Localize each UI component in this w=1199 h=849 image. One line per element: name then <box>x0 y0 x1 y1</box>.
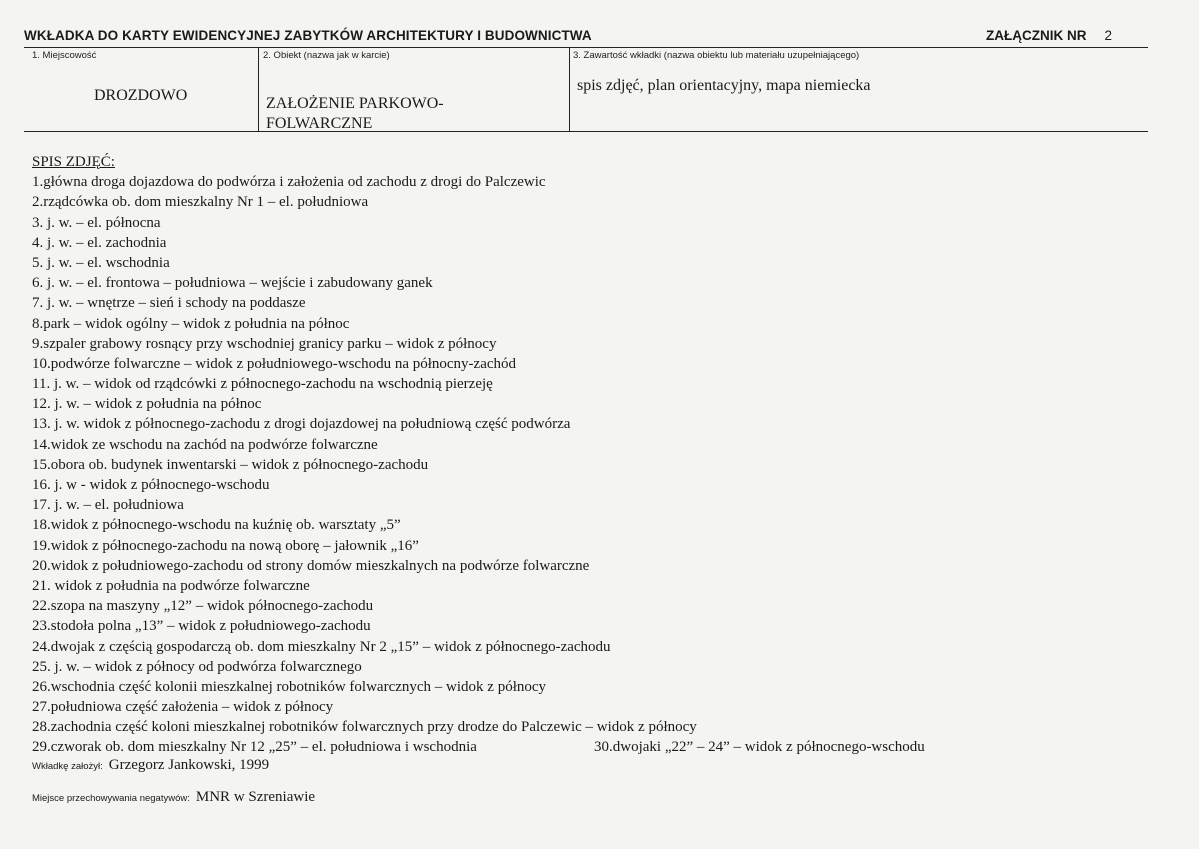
photo-item <box>32 697 697 717</box>
photo-item <box>32 394 697 414</box>
photo-item <box>32 717 697 737</box>
photo-item-text: 6. j. w. – el. frontowa – południowa – wejście i zabudowany ganek <box>32 275 433 292</box>
author-label: Wkładkę założył: <box>32 761 103 772</box>
photo-items <box>32 172 925 757</box>
photo-item <box>32 435 697 455</box>
photo-item-text: 15.obora ob. budynek inwentarski – widok z północnego-zachodu <box>32 456 429 473</box>
photo-item <box>32 657 697 677</box>
photo-item <box>32 536 697 556</box>
photo-item-text: 1.główna droga dojazdowa do podwórza i założenia od zachodu z drogi do Palczewic <box>32 174 546 191</box>
photo-item-text: 4. j. w. – el. zachodnia <box>32 234 167 251</box>
place-value: DROZDOWO <box>94 87 188 104</box>
photo-item <box>32 616 697 636</box>
photo-item-text: 21. widok z południa na podwórze folwarczne <box>32 577 310 594</box>
photo-item-text: 9.szpaler grabowy rosnący przy wschodniej granicy parku – widok z północy <box>32 335 497 352</box>
photo-item <box>32 414 697 434</box>
photo-item <box>32 334 697 354</box>
object-value <box>266 94 444 134</box>
photo-item-text: 13. j. w. widok z północnego-zachodu z drogi dojazdowej na południową część podwórza <box>32 416 571 433</box>
storage-value: MNR w Szreniawie <box>195 789 316 805</box>
photo-item-text: 10.podwórze folwarczne – widok z południowego-wschodu na północny-zachód <box>32 355 517 372</box>
photo-item-text: 25. j. w. – widok z północy od podwórza folwarcznego <box>32 658 362 675</box>
photo-item <box>32 737 925 757</box>
photo-item <box>32 192 697 212</box>
photo-item <box>32 354 697 374</box>
photo-item-text: 14.widok ze wschodu na zachód na podwórze folwarczne <box>32 436 378 453</box>
photo-item <box>32 253 697 273</box>
photo-list-heading: SPIS ZDJĘĆ: <box>32 154 115 170</box>
photo-list <box>32 152 925 758</box>
content-label: 3. Zawartość wkładki (nazwa obiektu lub materiału uzupełniającego) <box>573 50 860 61</box>
photo-item-text: 24.dwojak z częścią gospodarczą ob. dom mieszkalny Nr 2 „15” – widok z północnego-zachodu <box>32 638 611 655</box>
photo-item-text: 2.rządcówka ob. dom mieszkalny Nr 1 – el. południowa <box>32 194 369 211</box>
photo-item <box>32 596 697 616</box>
photo-item <box>32 374 697 394</box>
photo-item-text: 17. j. w. – el. południowa <box>32 497 184 514</box>
photo-item <box>32 556 697 576</box>
place-label: 1. Miejscowość <box>32 50 97 61</box>
photo-item <box>32 515 697 535</box>
photo-item-text: 26.wschodnia część kolonii mieszkalnej robotników folwarcznych – widok z północy <box>32 678 547 695</box>
photo-item-text: 11. j. w. – widok od rządcówki z północnego-zachodu na wschodnią pierzeję <box>32 376 493 393</box>
photo-item <box>32 495 697 515</box>
photo-item <box>32 314 697 334</box>
storage-line <box>32 788 315 806</box>
header-rule <box>24 47 1148 48</box>
photo-item-text: 29.czworak ob. dom mieszkalny Nr 12 „25” – el. południowa i wschodnia <box>32 739 477 756</box>
photo-item <box>32 233 697 253</box>
photo-item-text: 22.szopa na maszyny „12” – widok północnego-zachodu <box>32 598 374 615</box>
object-label: 2. Obiekt (nazwa jak w karcie) <box>263 50 390 61</box>
photo-item-30: 30.dwojaki „22” – 24” – widok z północnego-wschodu <box>594 739 925 756</box>
photo-item <box>32 213 697 233</box>
photo-item-text: 20.widok z południowego-zachodu od strony domów mieszkalnych na podwórze folwarczne <box>32 557 590 574</box>
column-divider-1 <box>258 47 259 132</box>
document-title: WKŁADKA DO KARTY EWIDENCYJNEJ ZABYTKÓW ARCHITEKTURY I BUDOWNICTWA <box>24 28 592 43</box>
photo-item-text: 12. j. w. – widok z południa na północ <box>32 396 262 413</box>
annex-number <box>986 28 1112 43</box>
photo-item-text: 27.południowa część założenia – widok z północy <box>32 699 334 716</box>
photo-item-text: 7. j. w. – wnętrze – sień i schody na poddasze <box>32 295 306 312</box>
photo-item <box>32 637 697 657</box>
object-value-line2: FOLWARCZNE <box>266 115 373 132</box>
photo-item-text: 3. j. w. – el. północna <box>32 214 161 231</box>
table-bottom-rule <box>24 131 1148 132</box>
photo-item-text: 16. j. w - widok z północnego-wschodu <box>32 477 270 493</box>
photo-item <box>32 475 697 495</box>
annex-label: ZAŁĄCZNIK NR <box>986 28 1087 43</box>
author-value: Grzegorz Jankowski, 1999 <box>108 757 270 773</box>
photo-item <box>32 455 697 475</box>
content-value: spis zdjęć, plan orientacyjny, mapa niemiecka <box>577 77 871 94</box>
column-divider-2 <box>569 47 570 132</box>
photo-item <box>32 293 697 313</box>
photo-item-text: 18.widok z północnego-wschodu na kuźnię ob. warsztaty „5” <box>32 517 401 534</box>
photo-item-text: 19.widok z północnego-zachodu na nową oborę – jałownik „16” <box>32 537 419 554</box>
author-line <box>32 756 269 774</box>
photo-item-text: 28.zachodnia część koloni mieszkalnej robotników folwarcznych przy drodze do Palczewic – widok z północy <box>32 719 697 736</box>
photo-item <box>32 172 697 192</box>
photo-item <box>32 677 697 697</box>
photo-item-text: 23.stodoła polna „13” – widok z południowego-zachodu <box>32 618 371 635</box>
photo-item-text: 5. j. w. – el. wschodnia <box>32 254 170 271</box>
storage-label: Miejsce przechowywania negatywów: <box>32 793 190 804</box>
annex-value: 2 <box>1104 28 1113 43</box>
photo-item <box>32 273 697 293</box>
object-value-line1: ZAŁOŻENIE PARKOWO- <box>266 95 444 112</box>
photo-item <box>32 576 697 596</box>
photo-item-text: 8.park – widok ogólny – widok z południa na północ <box>32 315 350 332</box>
